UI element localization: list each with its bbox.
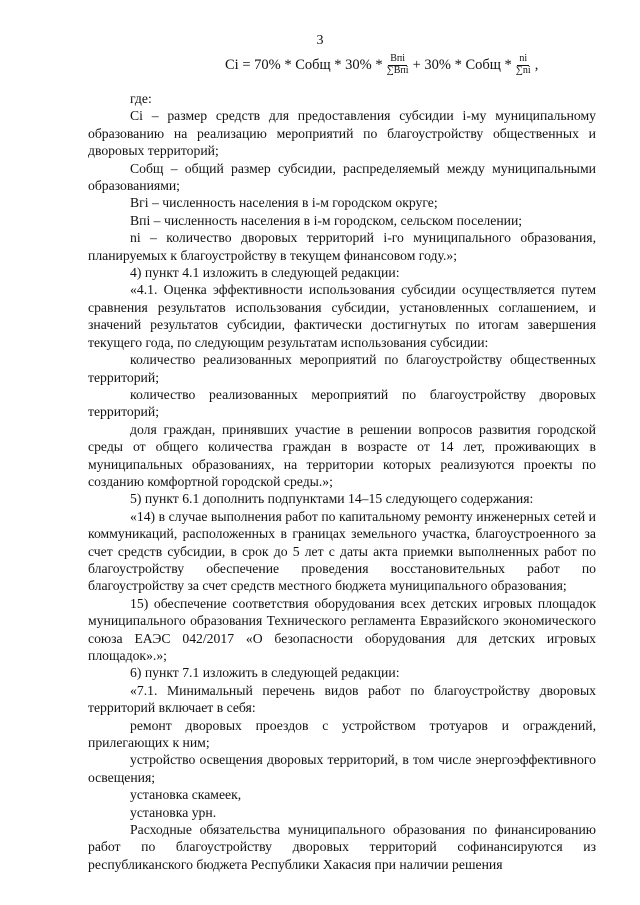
paragraph-cobsh-definition: Cобщ – общий размер субсидии, распределяемый между муниципальными образованиями; <box>88 160 596 194</box>
fraction-1-denominator: ∑Bпi <box>386 64 409 76</box>
paragraph-bgi-definition: Bгi – численность населения в i-м городском округе; <box>130 195 438 211</box>
paragraph-7-1: «7.1. Минимальный перечень видов работ по благоустройству дворовых территорий включает в себя: <box>88 682 596 716</box>
paragraph-item-4: 4) пункт 4.1 изложить в следующей редакции: <box>130 265 400 281</box>
paragraph-subitem-14: «14) в случае выполнения работ по капитальному ремонту инженерных сетей и коммуникаций, расположенных в границах земельного участка, благоустроенного за счет средств субсидии, в срок до 5 лет с даты акта приемки выполненных работ по благоустройству обеспечение проведения восстановительных работ по благоустройству за счет средств местного бюджета муниципального образования; <box>88 508 596 594</box>
paragraph-ci-definition: Ci – размер средств для предоставления субсидии i-му муниципальному образованию на реализацию мероприятий по благоустройству общественных и дворовых территорий; <box>88 108 596 159</box>
fraction-2-denominator: ∑ni <box>515 64 531 76</box>
paragraph-driveways: ремонт дворовых проездов с устройством тротуаров и ограждений, прилегающих к ним; <box>88 717 596 751</box>
paragraph-bins: установка урн. <box>130 804 217 820</box>
paragraph-item-5: 5) пункт 6.1 дополнить подпунктами 14–15 следующего содержания: <box>130 491 534 507</box>
formula-lhs: Ci = 70% * Cобщ * 30% * <box>225 56 383 73</box>
paragraph-subitem-15: 15) обеспечение соответствия оборудования всех детских игровых площадок муниципального образования Технического регламента Евразийского экономического союза ЕАЭС 042/2017 «О безопасности оборудования для детских игровых площадок».»; <box>88 595 596 663</box>
paragraph-where: где: <box>130 91 152 106</box>
paragraph-ni-definition: ni – количество дворовых территорий i-го муниципального образования, планируемых к благоустройству в текущем финансовом году.»; <box>88 230 596 263</box>
formula-middle: + 30% * Cобщ * <box>412 56 512 73</box>
paragraph-obligations: Расходные обязательства муниципального образования по финансированию работ по благоустройству дворовых территорий софинансируются из республиканского бюджета Республики Хакасия при наличии решения <box>88 822 596 872</box>
paragraph-benches: установка скамеек, <box>130 787 242 803</box>
document-body <box>88 90 596 873</box>
paragraph-yard-territories: количество реализованных мероприятий по благоустройству дворовых территорий; <box>88 386 596 420</box>
paragraph-item-6: 6) пункт 7.1 изложить в следующей редакции: <box>130 665 400 681</box>
paragraph-bpi-definition: Bпi – численность населения в i-м городском, сельском поселении; <box>130 212 523 228</box>
fraction-1-numerator: Bпi <box>390 53 405 64</box>
paragraph-4-1: «4.1. Оценка эффективности использования субсидии осуществляется путем сравнения результатов использования субсидии, установленных соглашением, и значений результатов субсидии, фактически достигнутых по итогам завершения текущего года, по следующим результатам использования субсидии: <box>88 282 596 350</box>
paragraph-lighting: устройство освещения дворовых территорий, в том числе энергоэффективного освещения; <box>88 752 596 785</box>
formula-fraction-1 <box>385 54 411 76</box>
formula-fraction-2 <box>514 54 533 76</box>
page-number: 3 <box>316 33 324 48</box>
paragraph-citizens-share: доля граждан, принявших участие в решении вопросов развития городской среды от общего количества граждан в возрасте от 14 лет, проживающих в муниципальных образованиях, на территории которых реализуются проекты по созданию комфортной городской среды.»; <box>88 421 596 489</box>
formula-tail: , <box>534 56 539 73</box>
paragraph-public-territories: количество реализованных мероприятий по благоустройству общественных территорий; <box>88 352 596 385</box>
fraction-2-numerator: ni <box>519 53 528 64</box>
subsidy-formula <box>225 54 538 76</box>
